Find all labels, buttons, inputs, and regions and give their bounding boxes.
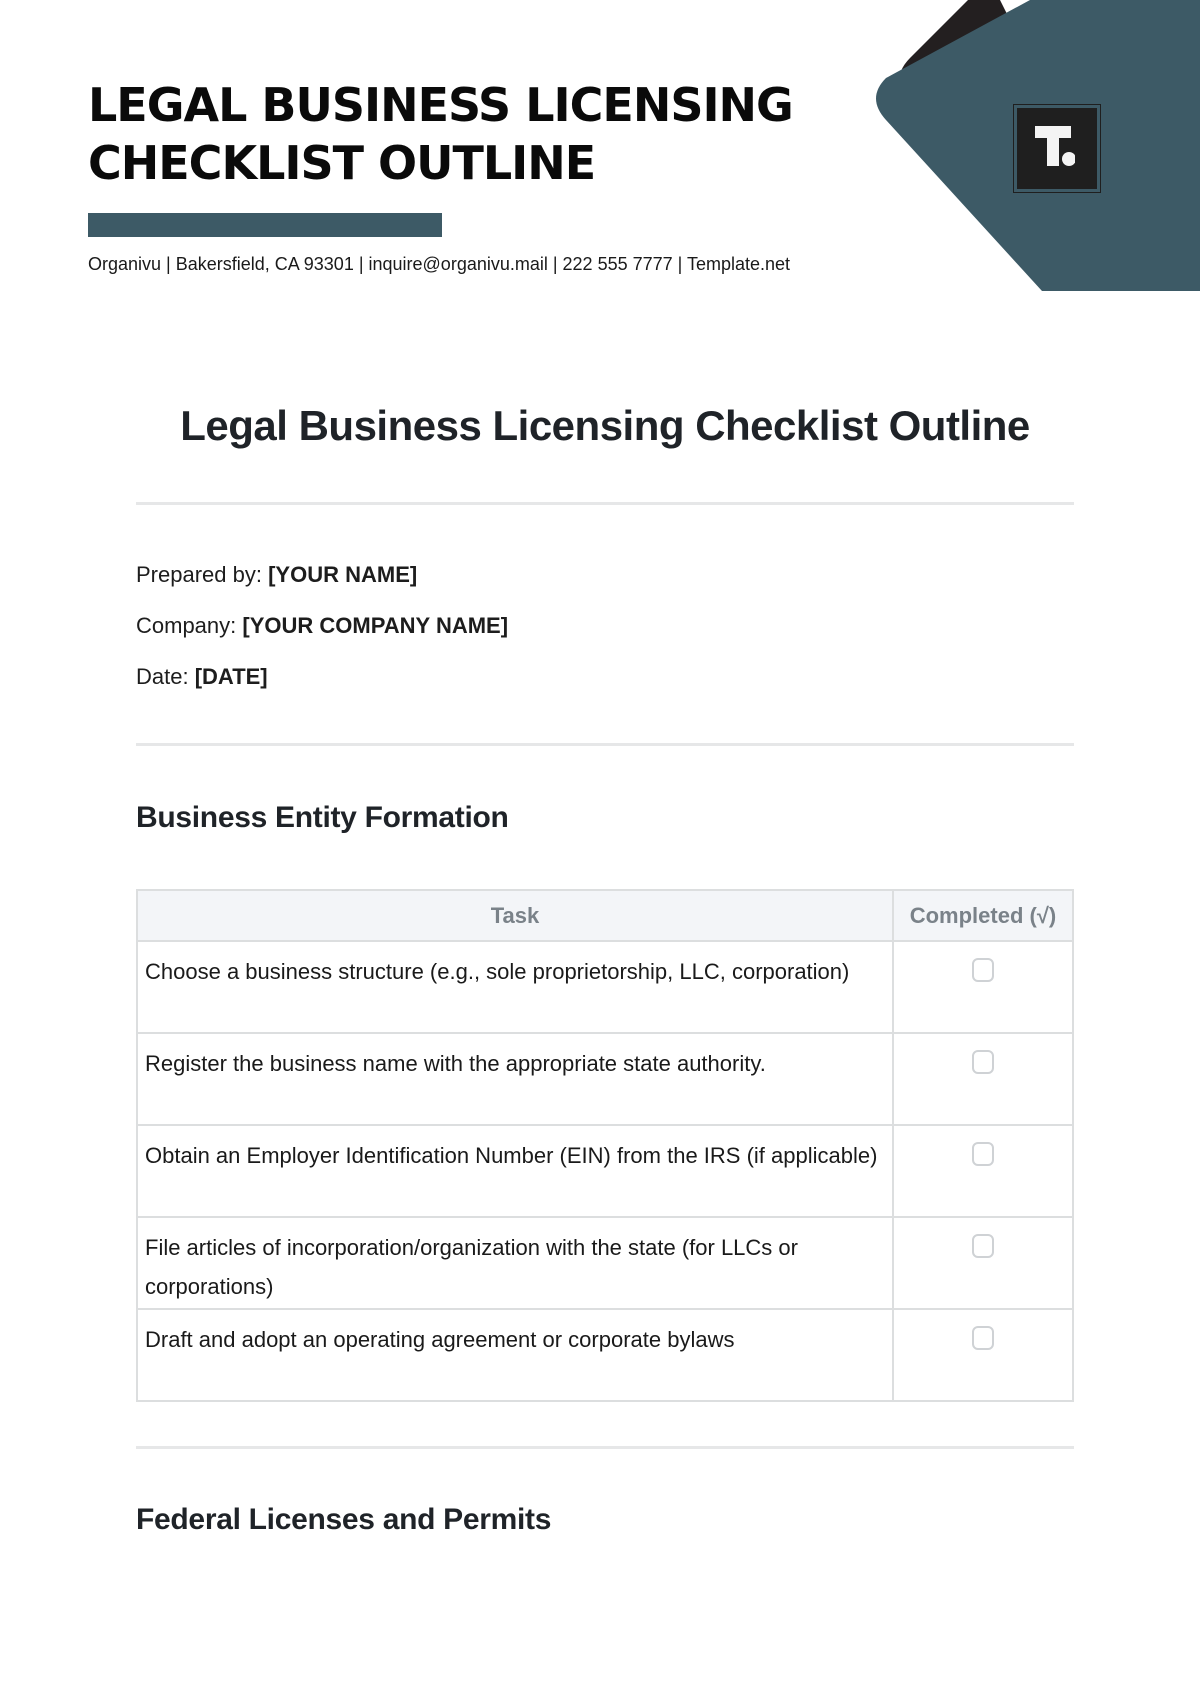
prepared-by bbox=[136, 562, 417, 588]
completed-checkbox[interactable] bbox=[972, 1050, 994, 1074]
task-cell: Choose a business structure (e.g., sole proprietorship, LLC, corporation) bbox=[137, 941, 893, 1033]
brand-logo bbox=[1014, 105, 1100, 192]
date bbox=[136, 664, 268, 690]
prepared-by-value: [YOUR NAME] bbox=[268, 562, 418, 587]
task-cell: Draft and adopt an operating agreement or corporate bylaws bbox=[137, 1309, 893, 1401]
header-title: LEGAL BUSINESS LICENSING CHECKLIST OUTLINE bbox=[88, 78, 793, 190]
completed-checkbox[interactable] bbox=[972, 1142, 994, 1166]
prepared-by-label: Prepared by: bbox=[136, 562, 262, 587]
divider bbox=[136, 743, 1074, 746]
divider bbox=[136, 1446, 1074, 1449]
table-row bbox=[137, 1125, 1073, 1217]
table-row bbox=[137, 941, 1073, 1033]
column-header-completed: Completed (√) bbox=[893, 890, 1073, 941]
table-row bbox=[137, 1217, 1073, 1309]
divider bbox=[136, 502, 1074, 505]
section-title-business-entity-formation: Business Entity Formation bbox=[136, 801, 509, 834]
column-header-task: Task bbox=[137, 890, 893, 941]
date-label: Date: bbox=[136, 664, 189, 689]
contact-info: Organivu | Bakersfield, CA 93301 | inquire@organivu.mail | 222 555 7777 | Template.net bbox=[88, 254, 791, 274]
document-title: Legal Business Licensing Checklist Outline bbox=[180, 402, 1030, 449]
accent-bar bbox=[88, 213, 442, 237]
task-cell: Obtain an Employer Identification Number (EIN) from the IRS (if applicable) bbox=[137, 1125, 893, 1217]
date-value: [DATE] bbox=[194, 664, 268, 689]
completed-checkbox[interactable] bbox=[972, 1234, 994, 1258]
completed-checkbox[interactable] bbox=[972, 958, 994, 982]
company-value: [YOUR COMPANY NAME] bbox=[242, 613, 509, 638]
business-entity-formation-table bbox=[136, 889, 1074, 1402]
table-header-row bbox=[137, 890, 1073, 941]
company bbox=[136, 613, 508, 639]
task-cell: File articles of incorporation/organization with the state (for LLCs or corporations) bbox=[137, 1217, 893, 1309]
t-logo-icon bbox=[1035, 126, 1075, 170]
company-label: Company: bbox=[136, 613, 237, 638]
task-cell: Register the business name with the appropriate state authority. bbox=[137, 1033, 893, 1125]
table-row bbox=[137, 1033, 1073, 1125]
table-row bbox=[137, 1309, 1073, 1401]
section-title-federal-licenses-and-permits: Federal Licenses and Permits bbox=[136, 1503, 552, 1536]
completed-checkbox[interactable] bbox=[972, 1326, 994, 1350]
